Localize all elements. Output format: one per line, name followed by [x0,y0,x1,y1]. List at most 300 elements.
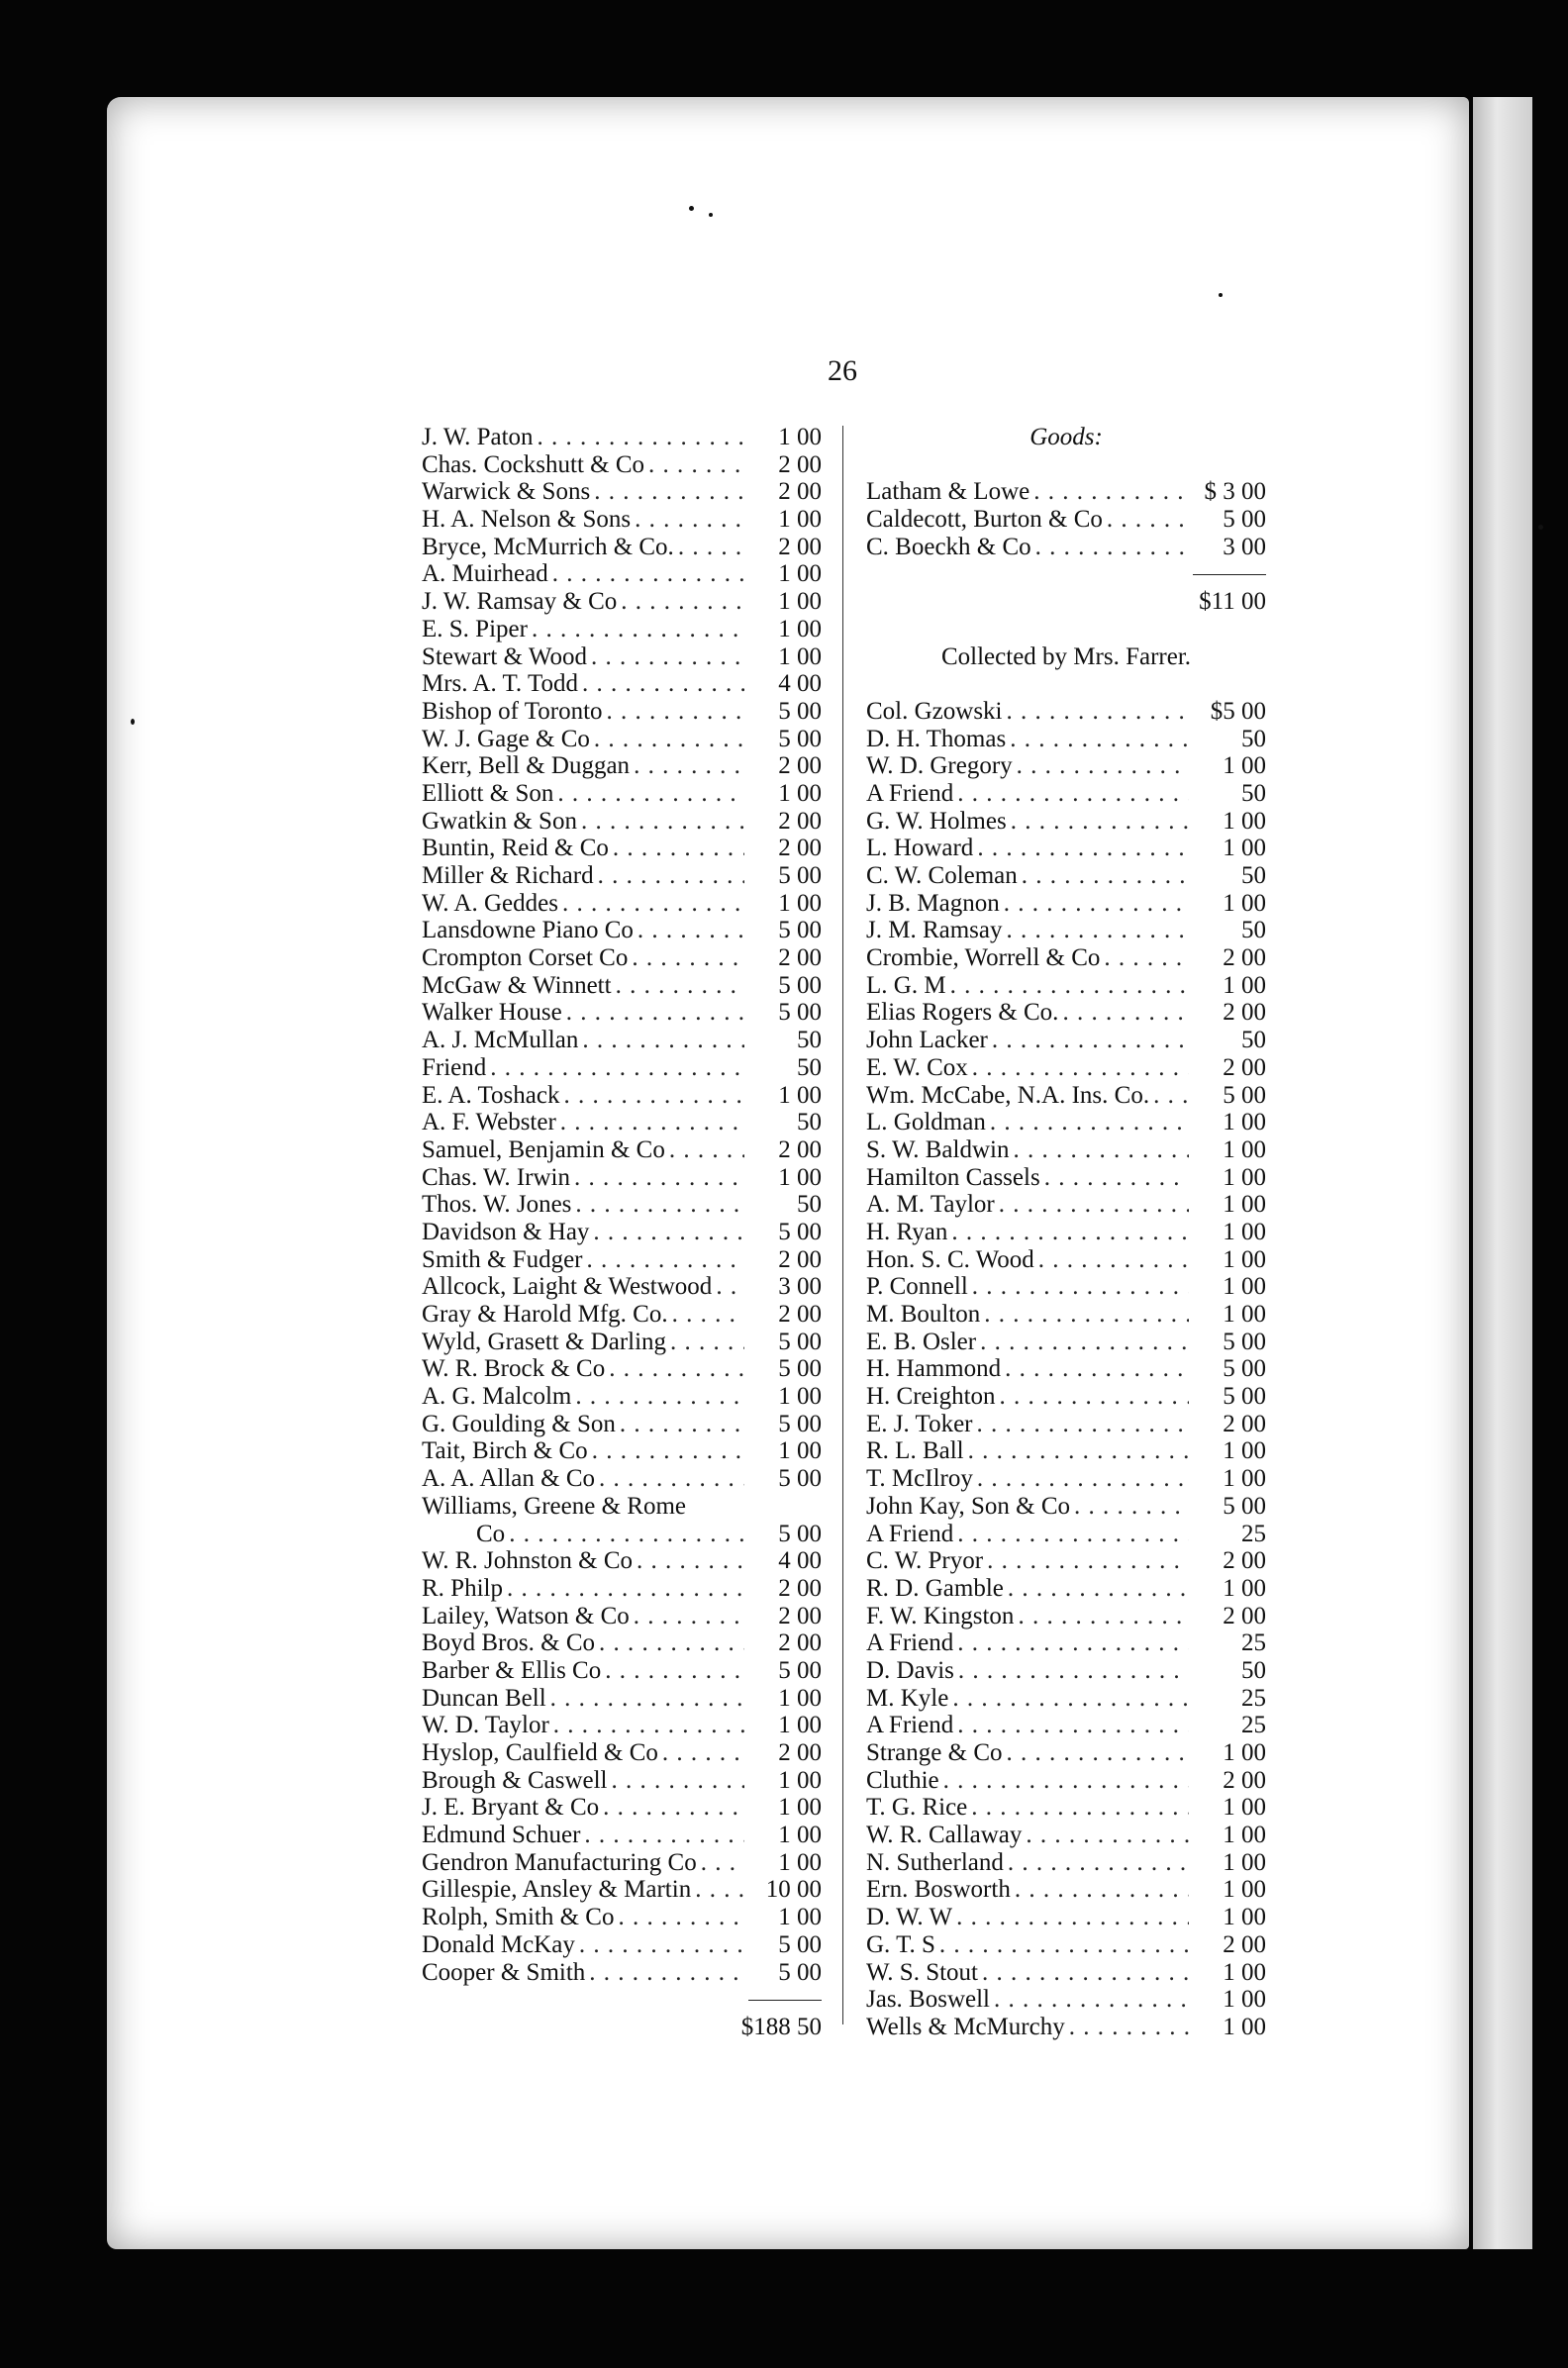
left-column-total: $188 50 [740,2013,822,2040]
list-item [422,1657,822,1685]
donor-name: Buntin, Reid & Co [422,835,609,862]
list-item [422,1411,822,1438]
donor-name: Gendron Manufacturing Co [422,1848,697,1876]
donation-amount: 5 00 [778,862,822,889]
dot-leader [593,1219,744,1246]
dot-leader [1000,1383,1189,1411]
donation-amount: 25 [1241,1520,1266,1547]
dot-leader [951,1219,1189,1246]
list-item [866,780,1266,808]
donor-name: W. R. Callaway [866,1822,1023,1849]
list-item [422,1959,822,1987]
donor-name: Boyd Bros. & Co [422,1629,596,1657]
list-item [422,670,822,698]
donor-name: Hamilton Cassels [866,1163,1040,1191]
donor-name: Cooper & Smith [422,1958,586,1986]
donor-name: M. Kyle [866,1684,949,1712]
list-item [866,1191,1266,1219]
donation-amount: 2 00 [778,835,822,862]
donation-amount: 50 [1241,1656,1266,1684]
rule-line [1193,574,1266,575]
dot-leader [1007,698,1190,726]
donation-amount: 50 [797,1027,822,1054]
list-item [422,1849,822,1877]
donation-amount: 50 [1241,725,1266,752]
donor-name: Gray & Harold Mfg. Co. [422,1301,668,1328]
dot-leader [634,1603,744,1630]
dot-leader [1104,944,1189,972]
list-item [422,752,822,780]
donor-name: G. T. S [866,1930,935,1958]
list-item [866,1876,1266,1904]
dot-leader [716,1273,744,1301]
dot-leader [563,1082,744,1110]
total-rule [422,1986,822,2014]
donation-amount: 1 00 [1223,1135,1266,1163]
donor-name: Davidson & Hay [422,1218,590,1245]
donor-name: Latham & Lowe [866,478,1030,506]
dot-leader [507,1575,744,1603]
dot-leader [560,1109,744,1136]
list-item [422,506,822,534]
donor-name: Hon. S. C. Wood [866,1245,1034,1273]
donation-amount: 5 00 [1223,1355,1266,1383]
dot-leader [594,726,744,753]
list-item [422,1931,822,1959]
list-item [866,1739,1266,1767]
list-item [866,1411,1266,1438]
scan-speck [1219,293,1223,297]
list-item [422,698,822,726]
list-item [422,1191,822,1219]
donor-name: R. L. Ball [866,1437,964,1465]
donation-amount: 5 00 [1223,1081,1266,1109]
donor-name: A. M. Taylor [866,1191,995,1219]
spacer [866,670,1266,698]
donation-amount: 50 [1241,779,1266,807]
donation-amount: 1 00 [1223,889,1266,917]
dot-leader [987,1547,1189,1575]
donor-name: Co [476,1520,506,1547]
goods-total-rule [866,560,1266,588]
list-item [866,999,1266,1027]
list-item [422,1465,822,1493]
spacer [866,451,1266,479]
list-item [866,1383,1266,1411]
dot-leader [1013,1136,1189,1164]
donor-name: P. Connell [866,1273,968,1301]
donation-amount: 1 00 [1223,1794,1266,1822]
dot-leader [1004,890,1189,918]
list-item [422,1629,822,1657]
donation-amount: 3 00 [1223,533,1266,560]
donation-amount: 1 00 [778,1766,822,1794]
dot-leader [1022,862,1189,890]
donation-amount: 10 00 [765,1876,822,1904]
donation-amount: 1 00 [1223,835,1266,862]
donation-amount: 1 00 [1223,1739,1266,1766]
donor-name: Warwick & Sons [422,478,591,506]
donor-name: Strange & Co [866,1739,1003,1766]
dot-leader [1062,999,1189,1027]
dot-leader [1026,1822,1189,1849]
donation-amount: 1 00 [1223,971,1266,999]
donation-amount: 1 00 [778,1684,822,1712]
collected-heading: Collected by Mrs. Farrer. [940,642,1192,670]
donor-name: J. M. Ramsay [866,917,1003,944]
list-item [866,2014,1266,2041]
donor-name: Allcock, Laight & Westwood [422,1273,713,1301]
dot-leader [594,478,744,506]
dot-leader [648,451,744,479]
list-item [866,1547,1266,1575]
dot-leader [1074,1493,1189,1521]
dot-leader [612,1767,745,1795]
list-item [422,1685,822,1713]
dot-leader [575,1383,744,1411]
dot-leader [1035,534,1189,561]
list-item [422,1301,822,1329]
scan-speck [709,213,713,217]
donation-amount: 50 [797,1191,822,1219]
dot-leader [603,1794,744,1822]
donor-name: R. D. Gamble [866,1574,1004,1602]
donor-name: D. Davis [866,1656,954,1684]
dot-leader [1007,917,1190,944]
donation-amount: 2 00 [778,1135,822,1163]
dot-leader [634,752,744,780]
donor-name: A Friend [866,1712,954,1739]
list-item [866,808,1266,836]
list-item [422,1027,822,1054]
list-item [866,1437,1266,1465]
donor-name: R. Philp [422,1574,503,1602]
dot-leader [958,1657,1189,1685]
donation-amount: 1 00 [778,1712,822,1739]
dot-leader [994,1986,1189,2014]
donor-name: E. J. Toker [866,1410,973,1437]
dot-leader [589,1959,744,1987]
donor-name: Gillespie, Ansley & Martin [422,1876,692,1904]
donation-amount: 1 00 [1223,1986,1266,2014]
dot-leader [977,835,1189,862]
dot-leader [952,1685,1189,1713]
donor-name: A Friend [866,1520,954,1547]
dot-leader [672,1301,744,1329]
donation-amount: 50 [1241,1027,1266,1054]
donor-name: G. Goulding & Son [422,1410,616,1437]
dot-leader [992,1027,1189,1054]
donation-amount: 1 00 [778,1081,822,1109]
goods-total: $11 00 [1199,588,1266,616]
donation-amount: 25 [1241,1629,1266,1657]
donation-amount: 1 00 [778,1904,822,1931]
dot-leader [587,1246,744,1274]
donor-name: Lailey, Watson & Co [422,1602,630,1629]
dot-leader [957,780,1189,808]
dot-leader [1069,2014,1189,2041]
dot-leader [1033,478,1189,506]
dot-leader [553,1712,744,1739]
list-item [866,1301,1266,1329]
donor-name: Elias Rogers & Co. [866,999,1059,1027]
donation-amount: 2 00 [1223,944,1266,972]
donor-name: Thos. W. Jones [422,1191,572,1219]
list-item [422,560,822,588]
spacer [866,616,1266,643]
list-item [866,1493,1266,1521]
list-item [422,944,822,972]
donor-name: W. R. Brock & Co [422,1355,606,1383]
donor-name: Cluthie [866,1766,939,1794]
page-number: 26 [828,354,857,387]
list-item [866,1164,1266,1192]
list-item [422,588,822,616]
donation-amount: 1 00 [1223,1245,1266,1273]
list-item [866,1822,1266,1849]
donor-name: E. B. Osler [866,1328,977,1355]
donor-name: W. J. Gage & Co [422,725,590,752]
donor-name: H. Ryan [866,1218,948,1245]
dot-leader [632,944,744,972]
dot-leader [957,1712,1189,1739]
donation-amount: 2 00 [778,1301,822,1328]
list-item [866,506,1266,534]
donor-name: J. W. Ramsay & Co [422,588,618,616]
donor-name: E. A. Toshack [422,1081,560,1109]
donation-amount: 2 00 [1223,1410,1266,1437]
donor-name: Bishop of Toronto [422,697,603,725]
donation-amount: 1 00 [778,1848,822,1876]
donor-name: Friend [422,1053,487,1081]
donation-amount: 1 00 [778,889,822,917]
list-item [422,478,822,506]
list-item [422,1136,822,1164]
donation-amount: 3 00 [778,1273,822,1301]
donor-name: Edmund Schuer [422,1822,581,1849]
donation-amount: $ 3 00 [1204,478,1266,506]
dot-leader [980,1329,1189,1356]
list-item [866,1685,1266,1713]
donor-name: Caldecott, Burton & Co [866,506,1103,534]
donation-amount: 1 00 [778,1163,822,1191]
donation-amount: 2 00 [778,1629,822,1657]
dot-leader [599,1629,744,1657]
donor-name: A. F. Webster [422,1109,556,1136]
donation-amount: 5 00 [778,1328,822,1355]
dot-leader [607,698,744,726]
donation-amount: 5 00 [1223,506,1266,534]
donation-amount: 25 [1241,1712,1266,1739]
donation-amount: 1 00 [778,779,822,807]
donation-amount: 4 00 [778,1547,822,1575]
list-item [866,698,1266,726]
list-item [422,643,822,671]
donation-amount: 5 00 [1223,1492,1266,1520]
donor-name: W. A. Geddes [422,889,558,917]
donor-name: Crompton Corset Co [422,944,629,972]
list-item [422,1876,822,1904]
donation-amount: 1 00 [778,588,822,616]
donor-name: Samuel, Benjamin & Co [422,1135,665,1163]
donation-amount: 1 00 [778,560,822,588]
dot-leader [566,999,744,1027]
donor-name: Brough & Caswell [422,1766,608,1794]
list-item [422,1493,822,1521]
dot-leader [637,917,744,944]
donor-name: L. G. M [866,971,946,999]
donor-name: Duncan Bell [422,1684,546,1712]
donation-amount: 1 00 [1223,1191,1266,1219]
donation-amount: 2 00 [778,752,822,780]
dot-leader [678,534,744,561]
list-item [422,835,822,862]
donation-amount: 50 [1241,862,1266,889]
list-item [422,1219,822,1246]
list-item [422,451,822,479]
list-item [422,1822,822,1849]
list-item [422,999,822,1027]
donor-name: A. A. Allan & Co [422,1465,596,1493]
list-item [866,1136,1266,1164]
list-item [866,1931,1266,1959]
donor-name: Chas. W. Irwin [422,1163,570,1191]
dot-leader [581,808,744,836]
donation-amount: 1 00 [778,642,822,670]
dot-leader [616,972,744,1000]
dot-leader [943,1767,1189,1795]
dot-leader [579,1931,744,1959]
donation-amount: 1 00 [1223,1273,1266,1301]
donation-amount: 5 00 [778,1520,822,1547]
dot-leader [695,1876,744,1904]
donation-amount: 2 00 [778,533,822,560]
list-item [866,1575,1266,1603]
donation-amount: 1 00 [778,1794,822,1822]
donation-amount: 1 00 [1223,1465,1266,1493]
dot-leader [957,1521,1189,1548]
donation-amount: 1 00 [1223,1822,1266,1849]
list-item [866,972,1266,1000]
donation-amount: 5 00 [778,725,822,752]
dot-leader [972,1273,1189,1301]
list-item [422,1082,822,1110]
donor-name: C. W. Coleman [866,862,1018,889]
donor-name: D. W. W [866,1904,953,1931]
list-item [866,1712,1266,1739]
list-item [866,1027,1266,1054]
facing-page-edge [1473,97,1532,2249]
donor-name: Chas. Cockshutt & Co [422,450,645,478]
list-item [866,862,1266,890]
dot-leader [620,1411,744,1438]
donor-name: L. Howard [866,835,974,862]
list-item [422,1739,822,1767]
list-item [866,1246,1266,1274]
donor-name: H. Creighton [866,1383,996,1411]
dot-leader [605,1657,744,1685]
donor-name: Smith & Fudger [422,1245,583,1273]
donation-amount: 1 00 [778,424,822,450]
list-item [422,1329,822,1356]
left-column-donor-list [422,424,822,2041]
donation-amount: 50 [797,1053,822,1081]
list-item [866,726,1266,753]
rule-line [748,2000,822,2001]
donation-amount: 5 00 [778,1218,822,1245]
dot-leader [939,1931,1189,1959]
donation-amount: 1 00 [1223,1848,1266,1876]
list-item [866,1904,1266,1931]
list-item [866,752,1266,780]
dot-leader [509,1521,744,1548]
donation-amount: 1 00 [1223,1437,1266,1465]
dot-leader [990,1109,1189,1136]
donor-name: John Kay, Son & Co [866,1492,1071,1520]
donation-amount: 2 00 [778,807,822,835]
donation-amount: 1 00 [1223,1574,1266,1602]
scan-speck [689,206,694,211]
list-item [866,478,1266,506]
dot-leader [956,1904,1189,1931]
donation-amount: 5 00 [778,1355,822,1383]
donation-amount: 2 00 [1223,1766,1266,1794]
donation-amount: 2 00 [1223,1547,1266,1575]
dot-leader [490,1054,744,1082]
list-item [422,1437,822,1465]
donor-name: Gwatkin & Son [422,807,577,835]
list-item [422,862,822,890]
donation-amount: 5 00 [778,697,822,725]
dot-leader [582,1027,744,1054]
list-item [866,1849,1266,1877]
dot-leader [637,1547,744,1575]
list-item [866,1657,1266,1685]
donor-name: Wyld, Grasett & Darling [422,1328,667,1355]
donor-name: F. W. Kingston [866,1602,1015,1629]
donation-amount: 1 00 [1223,1904,1266,1931]
list-item [422,1603,822,1630]
dot-leader [621,588,744,616]
dot-leader [701,1849,744,1877]
donor-name: W. S. Stout [866,1958,979,1986]
donor-name: A Friend [866,1629,954,1657]
dot-leader [957,1629,1189,1657]
list-item [422,917,822,944]
donation-amount: 2 00 [778,944,822,972]
donor-name: A Friend [866,779,954,807]
list-item [422,534,822,561]
donor-name: Miller & Richard [422,862,594,889]
donor-name: Mrs. A. T. Todd [422,670,578,698]
list-item [422,780,822,808]
list-item [866,1273,1266,1301]
list-item [422,1904,822,1931]
list-item [422,1547,822,1575]
donor-name: Tait, Birch & Co [422,1437,588,1465]
dot-leader [574,1164,744,1192]
donor-name: T. McIlroy [866,1465,973,1493]
donation-amount: 1 00 [1223,807,1266,835]
dot-leader [557,780,744,808]
list-item [422,1767,822,1795]
dot-leader [584,1822,744,1849]
donor-name: A. J. McMullan [422,1027,579,1054]
dot-leader [599,1465,744,1493]
dot-leader [1044,1164,1189,1192]
dot-leader [968,1437,1189,1465]
list-item [422,616,822,643]
